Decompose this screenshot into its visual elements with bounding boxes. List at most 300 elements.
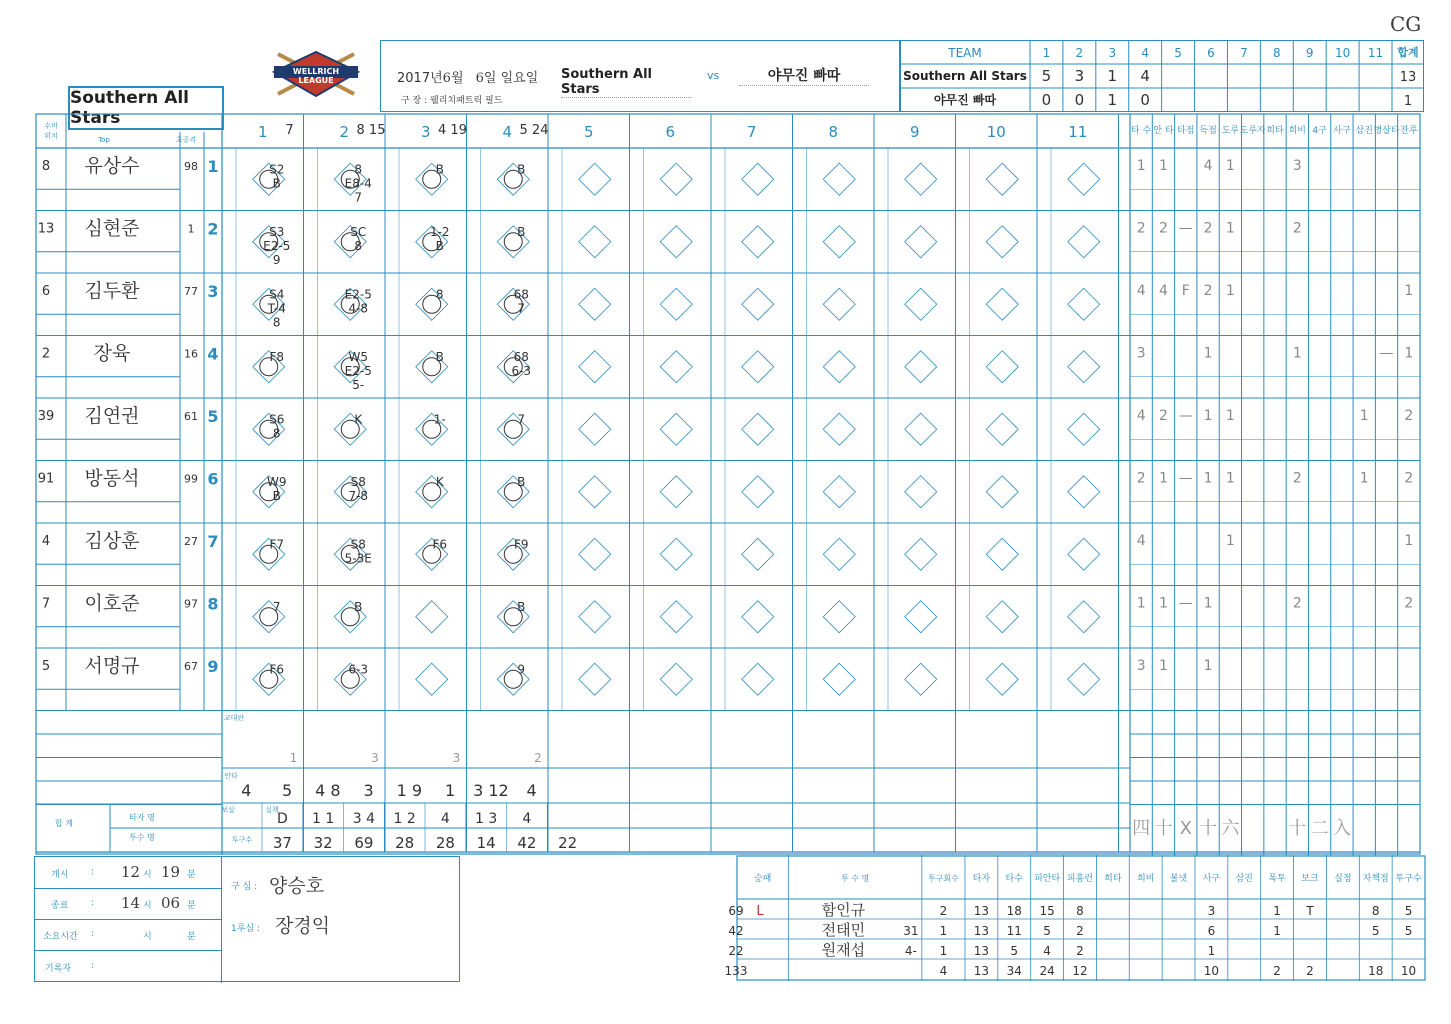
batter-number: 97	[184, 597, 198, 611]
backnum-label: 초공격	[175, 136, 197, 144]
play-notation: F6	[432, 537, 448, 552]
base-diamond	[1068, 663, 1100, 695]
pitch-value: 69	[354, 834, 374, 852]
batter-number: 61	[184, 410, 198, 423]
linescore-inning-header: 7	[1240, 46, 1248, 60]
error-value: 3 4	[352, 811, 376, 827]
batter-stat: 1	[1203, 658, 1213, 674]
base-diamond	[579, 288, 611, 320]
base-diamond	[1068, 351, 1100, 383]
batter-stat: 1	[1203, 408, 1213, 424]
base-diamond	[1068, 601, 1100, 633]
play-mark	[423, 420, 441, 438]
batter-number: 67	[184, 660, 198, 673]
stat-header: 사구	[1333, 126, 1351, 136]
recorder-label: 기록자	[45, 964, 72, 974]
linescore-score: 5	[1041, 67, 1052, 85]
batter-stat: 1	[1203, 595, 1213, 612]
batter-stat: 1	[1136, 158, 1146, 174]
batter-stat: 4	[1203, 158, 1213, 174]
play-notation: B	[272, 488, 281, 503]
pitching-stat: 2	[1076, 944, 1084, 958]
linescore-score: 0	[1041, 91, 1052, 109]
play-notation: E2-5	[263, 238, 291, 253]
inning-note: 5 24	[519, 123, 549, 138]
batter-position: 8	[41, 159, 51, 174]
team-box: Southern All Stars	[68, 86, 224, 130]
base-diamond	[660, 351, 692, 383]
linescore-inning-header: 8	[1272, 46, 1281, 60]
batting-order: 5	[207, 407, 219, 426]
play-notation: 7-8	[348, 488, 369, 503]
inning-header: 11	[1068, 123, 1088, 141]
batter-stat: 1	[1404, 283, 1414, 299]
play-notation: S2	[269, 162, 285, 177]
change-count: 1	[289, 751, 298, 765]
pitching-stat: 10	[1203, 964, 1220, 978]
pitching-stat: 1	[939, 924, 948, 938]
batter-position: 4	[41, 534, 51, 549]
play-notation: 68	[513, 287, 529, 302]
base-diamond	[905, 601, 937, 633]
base-diamond	[823, 351, 855, 383]
batter-stat: 2	[1159, 220, 1168, 237]
batting-order: 1	[207, 157, 219, 176]
pitching-header: 볼넷	[1169, 874, 1188, 884]
batter-stat: 2	[1292, 470, 1302, 487]
base-diamond	[1068, 288, 1100, 320]
play-notation: 1-2	[429, 224, 450, 239]
base-diamond	[742, 538, 774, 570]
base-diamond	[986, 226, 1018, 258]
linescore-inning-header: 4	[1141, 46, 1150, 60]
play-notation: 8	[354, 238, 363, 253]
batter-position: 2	[41, 346, 51, 362]
hits-label: 안타	[224, 772, 238, 780]
pitch-value: 28	[395, 834, 415, 852]
base-diamond	[823, 476, 855, 508]
pitching-stat: 13	[973, 944, 990, 958]
batter-stat: 1	[1404, 345, 1414, 362]
base-diamond	[986, 538, 1018, 570]
header-away-team: 야무진 빠따	[739, 65, 869, 86]
batter-stat: 2	[1292, 595, 1302, 612]
batter-stat: —	[1178, 595, 1193, 612]
pitching-stat: 2	[1076, 924, 1084, 938]
play-notation: B	[517, 474, 526, 489]
batter-position: 5	[41, 659, 51, 674]
base-diamond	[1068, 476, 1100, 508]
batting-order: 3	[207, 282, 219, 301]
linescore-score: 0	[1140, 91, 1150, 109]
base-diamond	[986, 288, 1018, 320]
play-notation: B	[435, 238, 444, 253]
base-diamond	[660, 538, 692, 570]
play-mark	[423, 295, 441, 313]
play-mark	[260, 608, 278, 626]
pitching-stat: 13	[973, 924, 990, 938]
base-diamond	[1068, 226, 1100, 258]
play-notation: 7	[517, 301, 526, 316]
pitching-stat: 42	[728, 924, 744, 938]
first-base-label: 1루심 :	[231, 924, 261, 934]
play-notation: B	[435, 162, 444, 177]
base-diamond	[742, 663, 774, 695]
error-value: 4	[522, 811, 532, 827]
base-diamond	[905, 351, 937, 383]
error-value: 4	[440, 811, 450, 827]
inning-note: 8 15	[356, 123, 386, 138]
pitching-stat: 18	[1006, 904, 1022, 918]
pitch-count-label: 투구수	[231, 836, 253, 844]
change-count: 3	[371, 751, 379, 765]
batter-stat: 2	[1203, 220, 1213, 237]
base-diamond	[660, 413, 692, 445]
batter-stat: 2	[1404, 595, 1414, 612]
pitching-stat: 1	[939, 944, 948, 958]
game-header: 2017년6월 6일 일요일 Southern All Stars vs 야무진 빠따 구 장 : 웰리치패트릭 필드	[380, 40, 900, 112]
linescore-inning-header: 10	[1334, 46, 1351, 60]
pitching-stat: 5	[1010, 944, 1019, 958]
pitching-stat: 1	[1207, 944, 1216, 958]
pitch-value: 37	[272, 834, 292, 852]
error-value: 1 3	[474, 811, 498, 827]
play-mark	[504, 608, 522, 626]
base-diamond	[742, 351, 774, 383]
base-diamond	[905, 476, 937, 508]
pitching-header: 투구회수	[927, 874, 959, 883]
batter-name: 서명규	[84, 655, 140, 677]
stat-total: X	[1179, 818, 1192, 839]
pitching-stat: 5	[1404, 924, 1413, 938]
stat-header: 도루자	[1239, 126, 1266, 136]
pitching-stat: 69	[728, 904, 744, 918]
play-notation: 8	[354, 162, 363, 177]
batting-order: 9	[207, 657, 219, 676]
batter-stat: 1	[1359, 470, 1369, 487]
linescore-total: 13	[1399, 70, 1417, 85]
base-diamond	[905, 288, 937, 320]
base-diamond	[823, 601, 855, 633]
batting-order: 7	[207, 532, 219, 551]
stat-header: 도루	[1221, 126, 1240, 136]
pitch-value: 22	[558, 834, 578, 852]
hits-value: 3	[363, 781, 374, 800]
batter-stat: 1	[1404, 533, 1414, 549]
base-diamond	[823, 663, 855, 695]
stadium-label: 구 장 :	[401, 96, 428, 106]
pos-label: 위치	[44, 132, 58, 140]
batter-stat: 1	[1225, 283, 1235, 299]
base-diamond	[660, 163, 692, 195]
base-diamond	[823, 163, 855, 195]
vs-label: vs	[707, 69, 720, 82]
play-notation: E8-4	[344, 176, 372, 191]
base-diamond	[823, 538, 855, 570]
stat-total: 十	[1288, 818, 1307, 839]
base-diamond	[823, 226, 855, 258]
play-notation: 9	[517, 662, 526, 677]
pitch-value: 42	[517, 834, 537, 852]
inning-header: 1	[257, 123, 268, 141]
linescore-inning-header: 2	[1075, 46, 1084, 60]
batter-position: 13	[37, 221, 55, 237]
batter-stat: 1	[1159, 595, 1168, 612]
duration-label: 소요시간	[43, 932, 78, 942]
batter-position: 91	[37, 471, 55, 487]
play-notation: F8	[269, 349, 285, 364]
stat-total: 十	[1154, 818, 1173, 839]
base-diamond	[905, 226, 937, 258]
pitching-header: 피홈런	[1066, 874, 1094, 884]
pitching-stat: 1	[1273, 904, 1281, 918]
linescore-team-name: 야무진 빠따	[933, 93, 997, 107]
pitching-stat: 2	[1273, 964, 1281, 978]
pitching-stat: 12	[1072, 964, 1088, 978]
pitching-stat: T	[1306, 904, 1314, 918]
start-hour: 12	[121, 863, 141, 881]
first-base-name: 장경익	[275, 915, 331, 937]
batter-stat: 2	[1292, 220, 1302, 237]
end-min: 06	[161, 894, 181, 912]
end-hour: 14	[121, 894, 141, 912]
base-diamond	[1068, 538, 1100, 570]
date-day: 6	[475, 71, 484, 86]
base-diamond	[579, 163, 611, 195]
play-notation: 4-8	[348, 301, 369, 316]
pitcher-note: 4-	[904, 944, 917, 958]
batting-order: 2	[207, 219, 219, 239]
batter-stat: 1	[1225, 220, 1235, 237]
change-count: 2	[534, 751, 542, 765]
inning-header: 6	[665, 123, 676, 141]
play-mark	[341, 608, 359, 626]
date-weekday: 일요일	[500, 71, 539, 86]
base-diamond	[742, 476, 774, 508]
batter-name: 김두환	[84, 280, 140, 302]
batter-stat: 1	[1159, 470, 1168, 487]
base-diamond	[986, 601, 1018, 633]
inning-header: 10	[986, 123, 1006, 141]
batter-stat: —	[1178, 408, 1193, 424]
stat-header: 득점	[1199, 126, 1217, 136]
play-notation: K	[354, 412, 363, 427]
pitching-stat: 34	[1006, 964, 1022, 978]
play-notation: 7	[272, 599, 281, 614]
play-notation: 8	[272, 426, 281, 441]
stat-header: 희타	[1266, 126, 1284, 136]
play-notation: 6-3	[348, 662, 369, 677]
pitcher-total-label: 투수 명	[129, 833, 155, 842]
pitcher-name: 전태민	[821, 921, 866, 939]
play-mark	[504, 670, 522, 688]
base-diamond	[905, 663, 937, 695]
base-diamond	[579, 226, 611, 258]
base-diamond	[579, 476, 611, 508]
hits-value: 1 9	[396, 781, 423, 800]
pitching-header: 희타	[1104, 874, 1122, 884]
batter-name: 심현준	[84, 217, 140, 240]
base-diamond	[905, 163, 937, 195]
game-info: 개시 : 12 시 19 분 종료 : 14 시 06 분 소요시간 : 시 분 기록자 : 구 심 : 양승호 1루심 : 장경익	[34, 856, 460, 982]
stat-header: 안 타	[1153, 126, 1174, 136]
base-diamond	[823, 413, 855, 445]
umpire-label: 구 심 :	[231, 882, 258, 892]
batter-position: 7	[41, 596, 51, 612]
batter-stat: 2	[1136, 220, 1146, 237]
base-diamond	[986, 163, 1018, 195]
batter-name: 장육	[93, 342, 131, 365]
play-notation: 68	[513, 349, 529, 364]
linescore-team-name: Southern All Stars	[903, 69, 1027, 83]
play-mark	[423, 483, 441, 501]
batter-stat: —	[1379, 345, 1394, 362]
logo-text: WELLRICH LEAGUE	[292, 67, 340, 85]
stat-header: 잔루	[1400, 126, 1418, 136]
batter-stat: —	[1178, 470, 1193, 487]
inning-header: 3	[420, 123, 431, 141]
start-label: 개시	[51, 870, 69, 880]
batter-stat: F	[1181, 283, 1190, 299]
play-mark	[504, 170, 522, 188]
date-month: 6	[442, 71, 451, 86]
play-notation: T-4	[267, 301, 286, 316]
umpire-name: 양승호	[269, 875, 325, 897]
base-diamond	[823, 288, 855, 320]
batter-stat: 2	[1136, 470, 1146, 487]
inning-note: 4 19	[438, 123, 467, 138]
play-notation: B	[517, 224, 526, 239]
batter-name: 김연권	[84, 405, 140, 427]
batter-stat: 2	[1404, 470, 1414, 487]
pitching-stat: 15	[1039, 904, 1055, 918]
top-label: Top	[98, 136, 110, 144]
pos-label: 수비	[44, 122, 58, 130]
pitching-header: 보크	[1301, 874, 1319, 884]
pitching-stat: 4	[1043, 944, 1051, 958]
base-diamond	[905, 413, 937, 445]
play-notation: B	[517, 162, 526, 177]
play-notation: 9	[272, 252, 281, 267]
base-diamond	[742, 413, 774, 445]
pitcher-note: 31	[903, 924, 919, 938]
batter-name: 유상수	[84, 155, 140, 177]
walk-label: 보살	[221, 806, 235, 814]
pitching-stat: 4	[939, 964, 948, 978]
base-diamond	[579, 351, 611, 383]
pitching-stat: 13	[973, 904, 990, 918]
play-mark	[504, 483, 522, 501]
stat-header: 병살타	[1373, 126, 1400, 136]
pitching-header: 희비	[1136, 874, 1155, 884]
pitching-stat: 13	[973, 964, 990, 978]
linescore-inning-header: 9	[1305, 46, 1314, 60]
batter-stat: 1	[1225, 158, 1235, 174]
base-diamond	[660, 288, 692, 320]
play-mark	[423, 170, 441, 188]
pitching-stat: 133	[724, 964, 748, 978]
base-diamond	[416, 663, 448, 695]
pitching-result: L	[756, 904, 764, 919]
play-notation: B	[272, 176, 281, 191]
play-mark	[504, 233, 522, 251]
pitching-stat: 1	[1273, 924, 1281, 938]
pitching-header: 폭투	[1268, 874, 1286, 884]
base-diamond	[742, 226, 774, 258]
start-min: 19	[161, 863, 181, 881]
pitching-header: 실점	[1334, 874, 1352, 884]
base-diamond	[1068, 163, 1100, 195]
play-notation: F9	[513, 537, 529, 552]
play-notation: S3	[269, 224, 285, 239]
play-mark	[504, 420, 522, 438]
batter-position: 39	[37, 409, 55, 424]
batter-number: 1	[187, 222, 195, 236]
play-notation: B	[354, 599, 363, 614]
play-notation: 8	[435, 287, 444, 302]
pitching-stat: 5	[1404, 904, 1413, 918]
play-notation: 7	[517, 412, 526, 427]
inning-header: 9	[909, 123, 920, 141]
batter-number: 16	[184, 347, 198, 361]
base-diamond	[579, 663, 611, 695]
batter-stat: 2	[1159, 408, 1168, 424]
batter-stat: 4	[1136, 283, 1146, 299]
play-notation: 6-3	[511, 363, 532, 378]
linescore-score: 1	[1107, 91, 1118, 109]
play-notation: 5-	[352, 377, 365, 392]
batter-stat: 3	[1136, 345, 1146, 362]
batter-stat: 4	[1136, 533, 1146, 549]
stat-header: 타점	[1177, 126, 1195, 136]
play-notation: W5	[348, 349, 368, 364]
base-diamond	[579, 601, 611, 633]
base-diamond	[986, 663, 1018, 695]
batter-number: 98	[184, 160, 198, 173]
play-notation: B	[517, 599, 526, 614]
batter-stat: 1	[1159, 158, 1168, 174]
corner-mark: CG	[1390, 12, 1422, 36]
batting-order: 4	[207, 344, 219, 364]
base-diamond	[742, 288, 774, 320]
inning-note: 7	[285, 123, 294, 138]
pitching-stat: 18	[1368, 964, 1384, 978]
date-year: 2017년	[397, 71, 443, 86]
batter-stat: 1	[1359, 408, 1369, 424]
inning-header: 5	[583, 123, 594, 141]
header-home-team: Southern All Stars	[561, 67, 691, 98]
pitching-stat: 8	[1076, 904, 1084, 918]
pitch-value: 28	[435, 834, 455, 852]
linescore-inning-header: 5	[1174, 46, 1182, 60]
error-label: 실책	[265, 806, 279, 814]
batter-stat: 3	[1136, 658, 1146, 674]
batter-stat: 3	[1292, 158, 1302, 174]
pitching-header: 타자	[972, 874, 991, 884]
pitching-header: 피안타	[1034, 874, 1061, 884]
inning-header: 7	[746, 123, 757, 141]
linescore-inning-header: 1	[1042, 46, 1051, 60]
pitching-stat: 22	[728, 944, 744, 958]
hits-value: 4 8	[315, 781, 341, 800]
batter-stat: 1	[1203, 470, 1213, 487]
pitching-stat: 2	[1306, 964, 1314, 978]
pitching-header: 사구	[1202, 874, 1221, 884]
base-diamond	[905, 538, 937, 570]
play-notation: S6	[269, 412, 285, 427]
play-notation: F6	[269, 662, 285, 677]
error-value: D	[276, 811, 288, 827]
